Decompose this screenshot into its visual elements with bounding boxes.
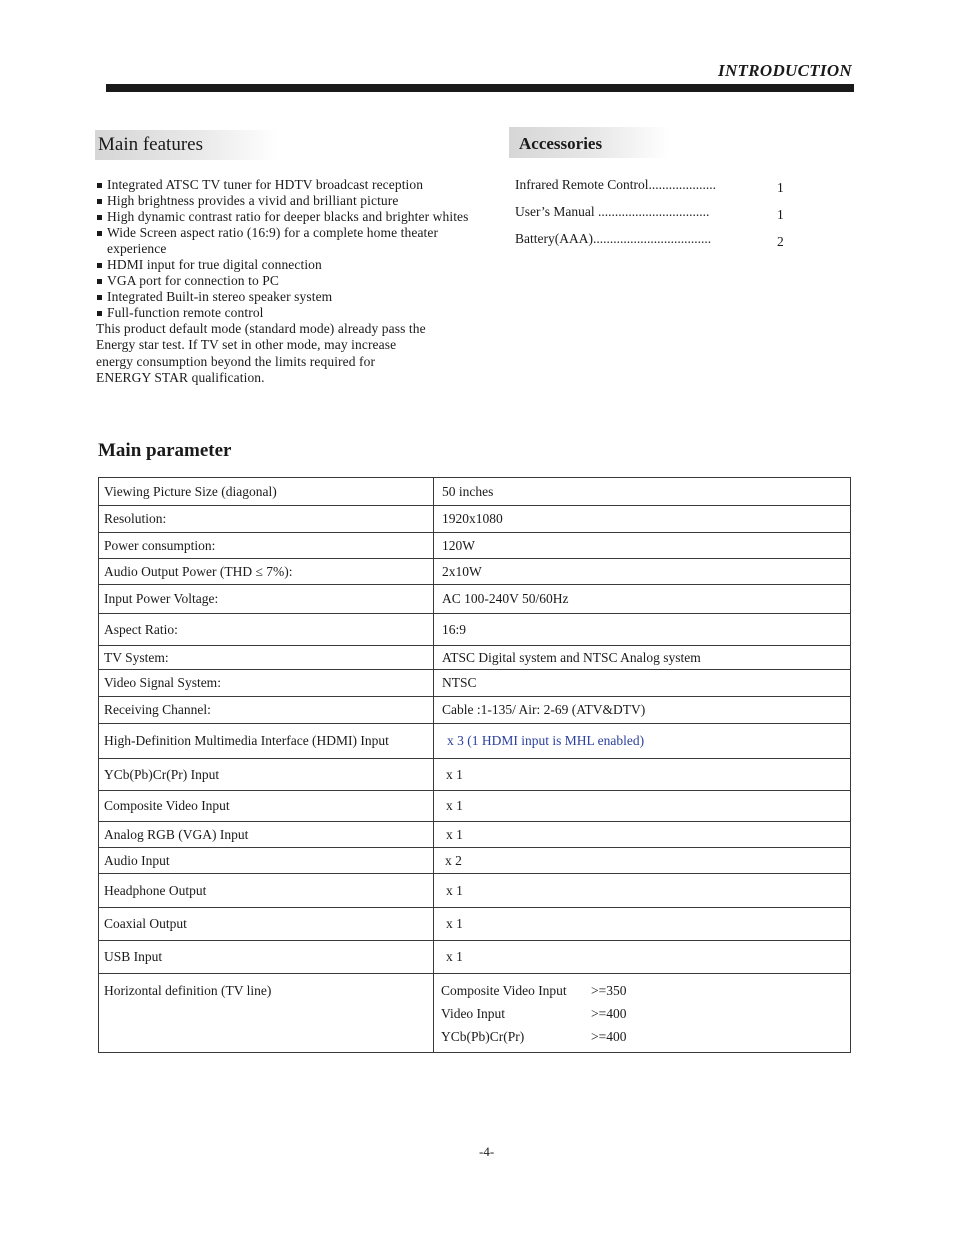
feature-item: High brightness provides a vivid and brilliant picture — [96, 193, 486, 209]
accessory-item — [515, 230, 805, 257]
param-value: x 2 — [434, 848, 851, 874]
accessory-item — [515, 203, 805, 230]
hd-line — [441, 1029, 850, 1052]
param-name: Viewing Picture Size (diagonal) — [99, 478, 434, 506]
table-row — [99, 559, 851, 585]
hd-label: YCb(Pb)Cr(Pr) — [441, 1029, 525, 1044]
hd-value: >=350 — [591, 983, 627, 998]
param-name: Receiving Channel: — [99, 697, 434, 724]
table-row — [99, 724, 851, 759]
table-row — [99, 478, 851, 506]
accessory-label: Infrared Remote Control.................... — [515, 177, 716, 192]
param-name: High-Definition Multimedia Interface (HDMI) Input — [99, 724, 434, 759]
hd-label: Composite Video Input — [441, 983, 567, 998]
feature-item: HDMI input for true digital connection — [96, 257, 486, 273]
hd-line — [441, 983, 850, 1006]
param-value: x 3 (1 HDMI input is MHL enabled) — [434, 724, 851, 759]
hd-value: >=400 — [591, 1029, 627, 1044]
param-name: TV System: — [99, 646, 434, 670]
table-row — [99, 791, 851, 822]
bullet-icon — [97, 183, 102, 188]
hd-label: Video Input — [441, 1006, 506, 1021]
param-value: x 1 — [434, 908, 851, 941]
accessories-heading: Accessories — [509, 127, 669, 158]
param-name: USB Input — [99, 941, 434, 974]
hd-value: >=400 — [591, 1006, 627, 1021]
accessories-list — [515, 176, 805, 257]
feature-item: Full-function remote control — [96, 305, 486, 321]
parameters-table — [98, 477, 851, 1053]
param-value: x 1 — [434, 791, 851, 822]
accessory-label: User’s Manual ................................. — [515, 204, 710, 219]
bullet-icon — [97, 295, 102, 300]
param-value: x 1 — [434, 759, 851, 791]
table-row — [99, 874, 851, 908]
bullet-icon — [97, 311, 102, 316]
param-value: x 1 — [434, 874, 851, 908]
table-row — [99, 848, 851, 874]
feature-item: VGA port for connection to PC — [96, 273, 486, 289]
param-name: Coaxial Output — [99, 908, 434, 941]
accessory-qty: 1 — [777, 180, 784, 195]
param-name: Video Signal System: — [99, 670, 434, 697]
param-value: 1920x1080 — [434, 506, 851, 533]
param-name: Aspect Ratio: — [99, 614, 434, 646]
bullet-icon — [97, 215, 102, 220]
accessory-label: Battery(AAA)................................... — [515, 231, 712, 246]
energy-star-note: This product default mode (standard mode) already pass the Energy star test. If TV set in other mode, may increase energy consumption beyond the limits required for ENERGY STAR qualification. — [96, 321, 426, 385]
table-row — [99, 614, 851, 646]
table-row — [99, 533, 851, 559]
param-name: Analog RGB (VGA) Input — [99, 822, 434, 848]
table-row — [99, 759, 851, 791]
param-value: 50 inches — [434, 478, 851, 506]
accessory-qty: 1 — [777, 207, 784, 222]
param-value: x 1 — [434, 822, 851, 848]
param-value: ATSC Digital system and NTSC Analog system — [434, 646, 851, 670]
param-value: NTSC — [434, 670, 851, 697]
table-row — [99, 646, 851, 670]
table-row — [99, 908, 851, 941]
table-row — [99, 697, 851, 724]
feature-item: High dynamic contrast ratio for deeper blacks and brighter whites — [96, 209, 486, 225]
table-row — [99, 822, 851, 848]
param-name: Audio Output Power (THD ≤ 7%): — [99, 559, 434, 585]
param-value: Cable :1-135/ Air: 2-69 (ATV&DTV) — [434, 697, 851, 724]
param-value-group — [434, 974, 851, 1053]
param-name: Resolution: — [99, 506, 434, 533]
table-row — [99, 974, 851, 1053]
param-name: Audio Input — [99, 848, 434, 874]
table-row — [99, 585, 851, 614]
param-name: Horizontal definition (TV line) — [99, 974, 434, 1053]
accessory-qty: 2 — [777, 234, 784, 249]
param-name: Power consumption: — [99, 533, 434, 559]
parameters-heading: Main parameter — [98, 440, 232, 461]
feature-item: Integrated ATSC TV tuner for HDTV broadcast reception — [96, 177, 486, 193]
param-value: 2x10W — [434, 559, 851, 585]
table-row — [99, 670, 851, 697]
table-row — [99, 506, 851, 533]
features-list — [96, 177, 486, 386]
bullet-icon — [97, 279, 102, 284]
page-number: -4- — [479, 1144, 495, 1159]
param-value: 16:9 — [434, 614, 851, 646]
features-heading: Main features — [95, 130, 278, 160]
header-rule — [106, 84, 854, 92]
feature-item: Integrated Built-in stereo speaker system — [96, 289, 486, 305]
bullet-icon — [97, 199, 102, 204]
param-value: x 1 — [434, 941, 851, 974]
param-value: AC 100-240V 50/60Hz — [434, 585, 851, 614]
param-name: Composite Video Input — [99, 791, 434, 822]
table-row — [99, 941, 851, 974]
param-value: 120W — [434, 533, 851, 559]
feature-item: Wide Screen aspect ratio (16:9) for a complete home theater experience — [96, 225, 486, 257]
bullet-icon — [97, 263, 102, 268]
page-section-title: INTRODUCTION — [718, 61, 852, 80]
param-name: Headphone Output — [99, 874, 434, 908]
param-name: Input Power Voltage: — [99, 585, 434, 614]
accessory-item — [515, 176, 805, 203]
param-name: YCb(Pb)Cr(Pr) Input — [99, 759, 434, 791]
hd-line — [441, 1006, 850, 1029]
bullet-icon — [97, 231, 102, 236]
